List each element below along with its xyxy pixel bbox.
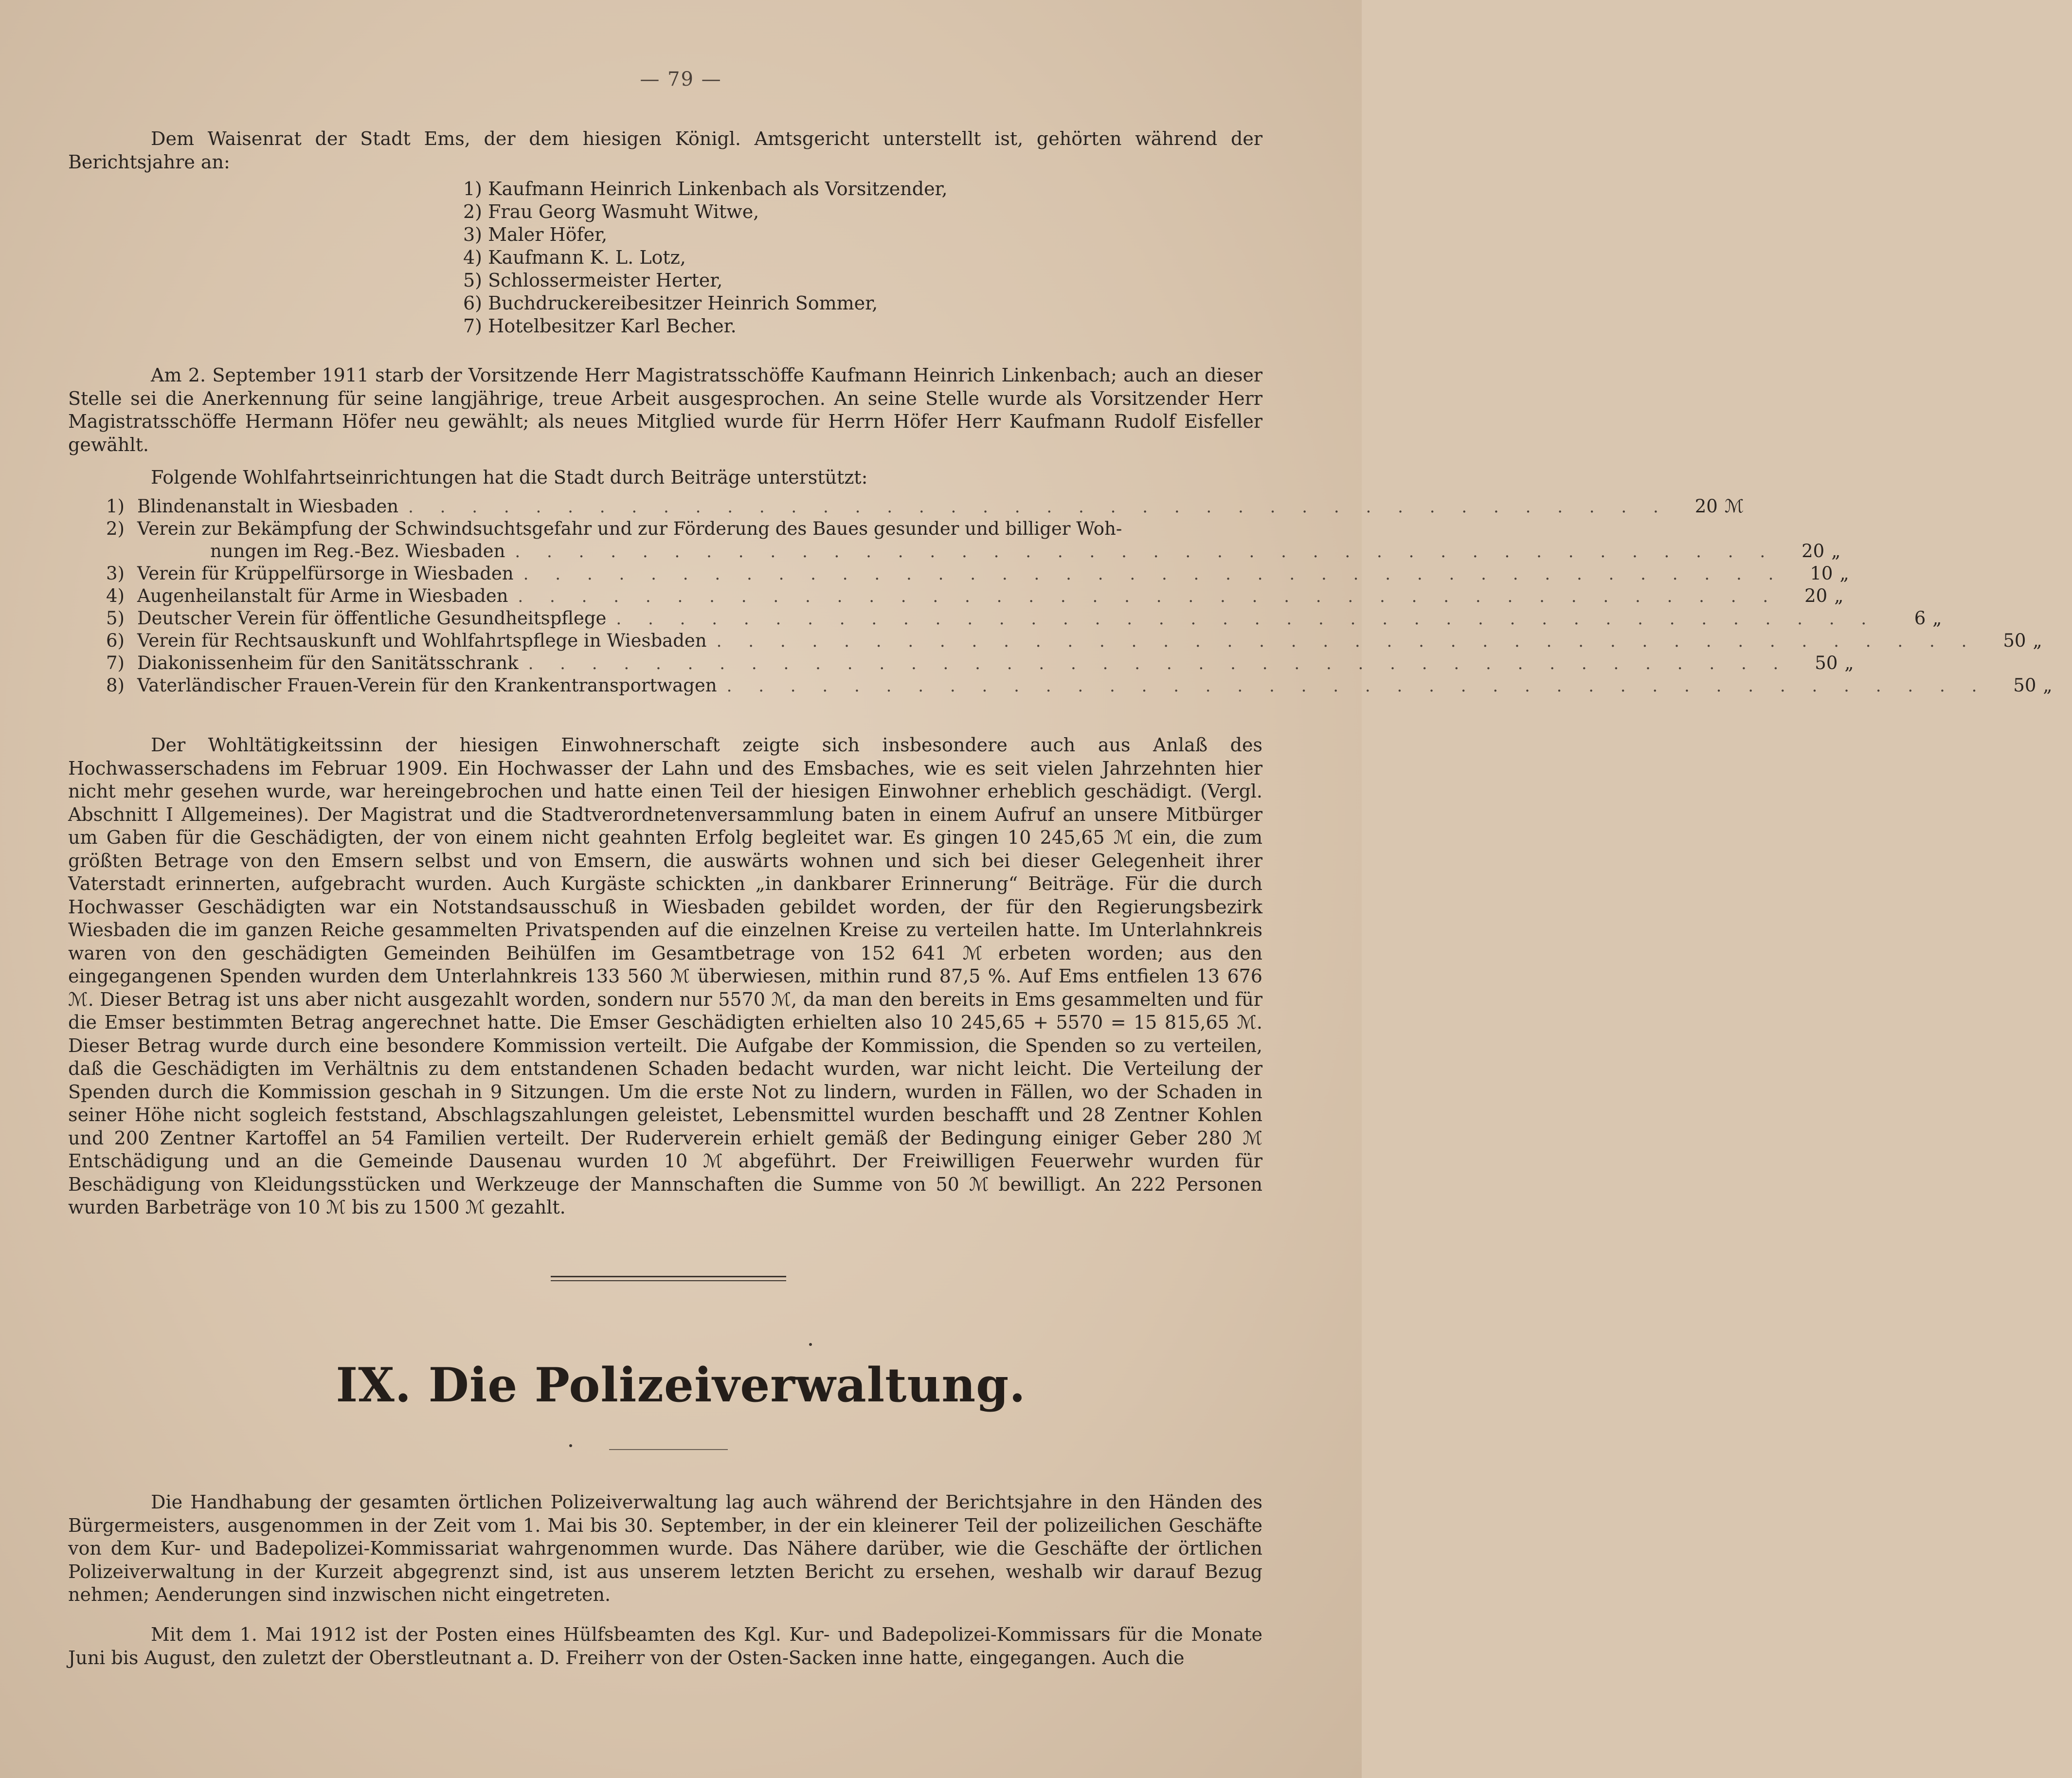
support-label: Verein für Krüppelfürsorge in Wiesbaden — [137, 563, 514, 584]
police-paragraph-1: Die Handhabung der gesamten örtlichen Polizeiverwaltung lag auch während der Berichtsjahre in den Händen des Bürgermeisters, ausgenommen in der Zeit vom 1. Mai bis 30. September, in der ein kleinerer Teil der polizeilichen Geschäfte von dem Kur- und Badepolizei-Kommissariat wahrgenommen wurde. Das Nähere darüber, wie die Geschäfte der örtlichen Polizeiverwaltung in der Kurzeit abgegrenzt sind, ist aus unserem letzten Bericht zu ersehen, weshalb wir darauf Bezug nehmen; Aenderungen sind inzwischen nicht eingetreten. — [68, 1491, 1262, 1605]
support-unit: „ — [1834, 585, 1844, 606]
support-label: Augenheilanstalt für Arme in Wiesbaden — [137, 585, 508, 606]
support-row — [106, 607, 1942, 630]
support-unit: „ — [1831, 541, 1841, 562]
leader-dots: . . . . . . . . . . . . . . . . . . . . . . . . . . . . . . . . . . . . . . . . — [726, 676, 1988, 696]
support-row — [106, 540, 1841, 562]
support-unit: „ — [1932, 608, 1942, 629]
support-row — [106, 562, 1849, 585]
support-amount: 6 — [1914, 608, 1926, 629]
support-amount: 10 — [1810, 563, 1833, 584]
section-divider — [551, 1276, 786, 1281]
member-item: 7) Hotelbesitzer Karl Becher. — [463, 315, 737, 337]
police-paragraph-1-block — [68, 1491, 1262, 1607]
support-amount: 50 — [1815, 653, 1838, 673]
leader-dots: . . . . . . . . . . . . . . . . . . . . . . . . . . . . . . . . . . . . . . . . — [515, 542, 1776, 562]
leader-dots: . . . . . . . . . . . . . . . . . . . . . . . . . . . . . . . . . . . . . . . . — [616, 609, 1877, 629]
support-unit: „ — [1839, 563, 1849, 584]
leader-dots: . . . . . . . . . . . . . . . . . . . . . . . . . . . . . . . . . . . . . . . . — [523, 564, 1784, 584]
support-row — [106, 674, 2053, 697]
support-label: Verein für Rechtsauskunft und Wohlfahrtspflege in Wiesbaden — [137, 630, 707, 651]
support-row — [106, 630, 2042, 652]
support-amount: 20 — [1804, 585, 1828, 606]
death-paragraph-block — [68, 364, 1262, 456]
support-number: 2) — [106, 518, 125, 539]
member-item: 6) Buchdruckereibesitzer Heinrich Sommer, — [463, 292, 878, 314]
support-intro: Folgende Wohlfahrtseinrichtungen hat die Stadt durch Beiträge unterstützt: — [151, 467, 868, 488]
support-label: Blindenanstalt in Wiesbaden — [137, 496, 399, 517]
member-item: 1) Kaufmann Heinrich Linkenbach als Vorsitzender, — [463, 178, 948, 200]
flood-paragraph: Der Wohltätigkeitssinn der hiesigen Einwohnerschaft zeigte sich insbesondere auch aus Anlaß des Hochwasserschadens im Februar 1909. Ein Hochwasser der Lahn und des Emsbaches, wie es seit vielen Jahrzehnten hier nicht mehr gesehen wurde, war hereingebrochen und hatte einen Teil der hiesigen Einwohner erheblich geschädigt. (Vergl. Abschnitt I Allgemeines). Der Magistrat und die Stadtverordnetenversammlung baten in einem Aufruf an unsere Mitbürger um Gaben für die Geschädigten, der von einem nicht geahnten Erfolg begleitet war. Es gingen 10 245,65 ℳ ein, die zum größten Betrage von den Emsern selbst und von Emsern, die auswärts wohnen und sich bei dieser Gelegenheit ihrer Vaterstadt erinnerten, aufgebracht wurden. Auch Kurgäste schickten „in dankbarer Erinnerung“ Beiträge. Für die durch Hochwasser Geschädigten war ein Notstandsausschuß in Wiesbaden gebildet worden, der für den Regierungsbezirk Wiesbaden die im ganzen Reiche gesammelten Privatspenden auf die einzelnen Kreise zu verteilen hatte. Im Unterlahnkreis waren von den geschädigten Gemeinden Beihülfen im Gesamtbetrage von 152 641 ℳ erbeten worden; aus den eingegangenen Spenden wurden dem Unterlahnkreis 133 560 ℳ überwiesen, mithin rund 87,5 %. Auf Ems entfielen 13 676 ℳ. Dieser Betrag ist uns aber nicht ausgezahlt worden, sondern nur 5570 ℳ, da man den bereits in Ems gesammelten und für die Emser bestimmten Betrag angerechnet hatte. Die Emser Geschädigten erhielten also 10 245,65 + 5570 = 15 815,65 ℳ. Dieser Betrag wurde durch eine besondere Kommission verteilt. Die Aufgabe der Kommission, die Spenden so zu verteilen, daß die Geschädigten im Verhältnis zu dem entstandenen Schaden bedacht wurden, war nicht leicht. Die Verteilung der Spenden durch die Kommission geschah in 9 Sitzungen. Um die erste Not zu lindern, wurden in Fällen, wo der Schaden in seiner Höhe nicht sogleich feststand, Abschlagszahlungen geleistet, Lebensmittel wurden beschafft und 28 Zentner Kohlen und 200 Zentner Kartoffel an 54 Familien verteilt. Der Ruderverein erhielt gemäß der Bedingung einiger Geber 280 ℳ Entschädigung und an die Gemeinde Dausenau wurden 10 ℳ abgeführt. Der Freiwilligen Feuerwehr wurden für Beschädigung von Kleidungsstücken und Werkzeuge der Mannschaften die Summe von 50 ℳ bewilligt. An 222 Personen wurden Barbeträge von 10 ℳ bis zu 1500 ℳ gezahlt. — [68, 734, 1262, 1218]
members-list — [463, 178, 948, 338]
ornament-dot — [809, 1343, 812, 1346]
intro-paragraph: Dem Waisenrat der Stadt Ems, der dem hiesigen Königl. Amtsgericht unterstellt ist, gehörten während der Berichtsjahre an: — [68, 128, 1262, 173]
page-number: — 79 — — [640, 68, 722, 91]
support-number: 4) — [106, 585, 125, 606]
support-number: 1) — [106, 496, 125, 517]
death-paragraph: Am 2. September 1911 starb der Vorsitzende Herr Magistratsschöffe Kaufmann Heinrich Linkenbach; auch an dieser Stelle sei die Anerkennung für seine langjährige, treue Arbeit ausgesprochen. An seine Stelle wurde als Vorsitzender Herr Magistratsschöffe Hermann Höfer neu gewählt; als neues Mitglied wurde für Herrn Höfer Herr Kaufmann Rudolf Eisfeller gewählt. — [68, 364, 1262, 455]
support-amount: 20 — [1802, 541, 1825, 562]
support-label: Vaterländischer Frauen-Verein für den Krankentransportwagen — [137, 675, 717, 696]
support-intro-block — [68, 466, 1262, 490]
support-row — [106, 585, 1844, 607]
support-unit: „ — [1844, 653, 1854, 673]
police-paragraph-2-block — [68, 1623, 1262, 1669]
support-number: 8) — [106, 675, 125, 696]
support-row — [106, 518, 1264, 540]
member-item: 5) Schlossermeister Herter, — [463, 270, 723, 291]
police-paragraph-2: Mit dem 1. Mai 1912 ist der Posten eines Hülfsbeamten des Kgl. Kur- und Badepolizei-Kommissars für die Monate Juni bis August, den zuletzt der Oberstleutnant a. D. Freiherr von der Osten-Sacken inne hatte, eingegangen. Auch die — [68, 1624, 1262, 1669]
support-list — [106, 495, 2053, 697]
support-label: Deutscher Verein für öffentliche Gesundheitspflege — [137, 608, 607, 629]
member-item: 4) Kaufmann K. L. Lotz, — [463, 247, 686, 268]
flood-paragraph-block — [68, 734, 1262, 1219]
section-heading: IX. Die Polizeiverwaltung. — [336, 1358, 1026, 1413]
support-amount: 50 — [2003, 630, 2026, 651]
support-row — [106, 495, 1744, 518]
support-amount: 20 — [1694, 496, 1718, 517]
support-number: 6) — [106, 630, 125, 651]
support-label: Diakonissenheim für den Sanitätsschrank — [137, 653, 519, 673]
member-item: 2) Frau Georg Wasmuht Witwe, — [463, 201, 759, 222]
ornament-dot — [569, 1444, 572, 1447]
support-label: Verein zur Bekämpfung der Schwindsuchtsgefahr und zur Förderung des Baues gesunder und billiger Woh- — [137, 518, 1122, 539]
support-number: 7) — [106, 653, 125, 673]
support-amount: 50 — [2013, 675, 2036, 696]
support-row — [106, 652, 1854, 674]
intro-paragraph-block — [68, 127, 1262, 174]
support-unit: „ — [2043, 675, 2053, 696]
member-item: 3) Maler Höfer, — [463, 224, 608, 245]
support-number: 5) — [106, 608, 125, 629]
leader-dots: . . . . . . . . . . . . . . . . . . . . . . . . . . . . . . . . . . . . . . . . — [528, 654, 1789, 673]
support-label: nungen im Reg.-Bez. Wiesbaden — [210, 541, 505, 562]
support-number: 3) — [106, 563, 125, 584]
support-unit: ℳ — [1724, 496, 1744, 517]
leader-dots: . . . . . . . . . . . . . . . . . . . . . . . . . . . . . . . . . . . . . . . . — [408, 497, 1669, 517]
leader-dots: . . . . . . . . . . . . . . . . . . . . . . . . . . . . . . . . . . . . . . . . — [518, 587, 1779, 606]
support-unit: „ — [2033, 630, 2042, 651]
heading-underline — [609, 1449, 728, 1450]
leader-dots: . . . . . . . . . . . . . . . . . . . . . . . . . . . . . . . . . . . . . . . . — [716, 632, 1978, 651]
